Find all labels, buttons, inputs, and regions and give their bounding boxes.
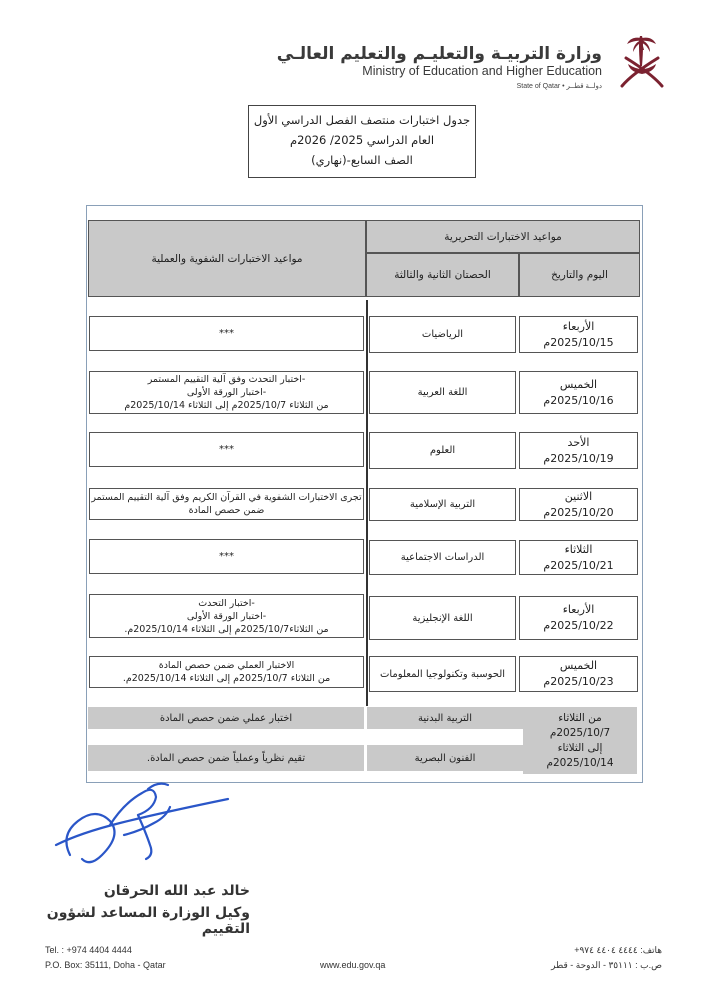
day-text: الأربعاء (562, 319, 595, 333)
footer-pobox-arabic: ص.ب : ٣٥١١١ - الدوحة - قطر (551, 960, 662, 970)
day-text: الخميس (559, 659, 598, 672)
subject-cell-math (369, 316, 516, 353)
art-subject-cell (367, 745, 523, 771)
day-text: الثلاثاء (564, 542, 593, 556)
ministry-name-english: Ministry of Education and Higher Education (362, 64, 602, 78)
day-text: الخميس (559, 377, 598, 391)
oral-cell-science (89, 432, 364, 467)
date-cell-row-6 (519, 596, 638, 640)
date-cell-row-7 (519, 656, 638, 692)
oral-text: *** (219, 444, 234, 455)
signatory-name: خالد عبد الله الحرقان (103, 883, 250, 899)
subject-cell-islamic (369, 488, 516, 521)
date-cell-row-1 (519, 316, 638, 353)
art-note-cell (88, 745, 364, 771)
oral-text: *** (219, 551, 234, 562)
oral-cell-english (89, 594, 364, 638)
subject-text: العلوم (429, 445, 456, 456)
subject-cell-english (369, 596, 516, 640)
date-text: 2025/10/20م (543, 505, 614, 519)
subject-cell-social (369, 540, 516, 575)
title-line-1: جدول اختبارات منتصف الفصل الدراسي الأول (253, 113, 471, 127)
date-cell-row-4 (519, 488, 638, 521)
title-line-2: العام الدراسي 2025/ 2026م (289, 133, 435, 147)
exam-schedule-title-box (248, 105, 476, 178)
subject-text: الحوسبة وتكنولوجيا المعلومات (379, 668, 506, 680)
subject-text: التربية الإسلامية (409, 499, 476, 510)
pe-subject-text: التربية البدنية (418, 712, 472, 724)
state-of-qatar-label: State of Qatar • دولــة قطــر (516, 83, 602, 90)
footer-pobox-english: P.O. Box: 35111, Doha - Qatar (45, 960, 166, 970)
title-line-3: الصف السابع-(نهاري) (311, 153, 413, 167)
subject-text: الدراسات الاجتماعية (400, 552, 485, 563)
subject-text: اللغة الإنجليزية (412, 612, 473, 624)
day-text: الأربعاء (562, 603, 595, 616)
handwritten-signature (50, 775, 240, 875)
subject-cell-arabic (369, 371, 516, 414)
pe-note-text: اختبار عملي ضمن حصص المادة (159, 712, 293, 724)
date-range-line: إلى الثلاثاء (557, 741, 603, 754)
day-date-column-header: اليوم والتاريخ (519, 253, 640, 297)
date-range-line: 2025/10/7م (549, 726, 611, 739)
subject-text: الرياضيات (421, 329, 464, 340)
date-text: 2025/10/16م (543, 393, 614, 407)
column-divider (366, 300, 368, 706)
oral-text: من الثلاثاء 2025/10/7م إلى الثلاثاء 2025/10/14م (124, 400, 329, 411)
qatar-emblem-logo (614, 28, 670, 92)
oral-text: من الثلاثاء2025/10/7م إلى الثلاثاء 2025/10/14م. (124, 623, 329, 635)
ministry-name-arabic: وزارة التربيـة والتعليـم والتعليم العالـي (276, 44, 602, 64)
oral-text: الاختبار العملي ضمن حصص المادة (158, 660, 295, 671)
pe-subject-cell (367, 707, 523, 729)
day-text: الأحد (567, 435, 590, 449)
date-text: 2025/10/21م (543, 558, 614, 572)
date-text: 2025/10/15م (543, 335, 614, 349)
pe-note-cell (88, 707, 364, 729)
oral-cell-arabic (89, 371, 364, 414)
written-exams-header: مواعيد الاختبارات التحريرية (366, 220, 640, 253)
date-text: 2025/10/19م (543, 451, 614, 465)
oral-cell-islamic (89, 488, 364, 520)
oral-text: *** (219, 328, 234, 339)
art-subject-text: الفنون البصرية (414, 752, 476, 764)
oral-text: من الثلاثاء 2025/10/7م إلى الثلاثاء 2025/10/14م. (122, 673, 331, 684)
oral-text: -اختبار الورقة الأولى (186, 387, 267, 398)
oral-text: -اختبار التحدث وفق آلية التقييم المستمر (147, 374, 306, 385)
oral-cell-math (89, 316, 364, 351)
day-text: الاثنين (564, 489, 593, 503)
oral-text: تجرى الاختبارات الشفوية في القرآن الكريم وفق آلية التقييم المستمر (91, 492, 362, 503)
oral-text: ضمن حصص المادة (188, 505, 265, 516)
date-cell-row-2 (519, 371, 638, 414)
oral-text: -اختبار التحدث (198, 597, 255, 609)
date-range-line: من الثلاثاء (558, 711, 602, 724)
subject-text: اللغة العربية (417, 387, 468, 398)
footer-tel-english: Tel. : +974 4404 4444 (45, 945, 132, 955)
footer-website[interactable]: www.edu.gov.qa (320, 960, 386, 970)
subject-cell-computing (369, 656, 516, 692)
date-text: 2025/10/23م (543, 675, 614, 688)
footer-tel-arabic: هاتف: ٤٤٤٤ ٤٤٠٤ ٩٧٤+ (574, 945, 662, 955)
date-cell-row-3 (519, 432, 638, 469)
subject-cell-science (369, 432, 516, 469)
bottom-date-range-cell (523, 707, 637, 774)
oral-exams-header: مواعيد الاختبارات الشفوية والعملية (88, 220, 366, 297)
date-text: 2025/10/22م (543, 619, 614, 632)
date-cell-row-5 (519, 540, 638, 575)
periods-column-header: الحصتان الثانية والثالثة (366, 253, 519, 297)
date-range-line: 2025/10/14م (546, 756, 614, 769)
oral-text: -اختبار الورقة الأولى (186, 610, 267, 622)
oral-cell-computing (89, 656, 364, 688)
art-note-text: تقيم نظرياً وعملياً ضمن حصص المادة. (146, 752, 306, 764)
signatory-title: وكيل الوزارة المساعد لشؤون التقييم (46, 905, 250, 937)
oral-cell-social (89, 539, 364, 574)
